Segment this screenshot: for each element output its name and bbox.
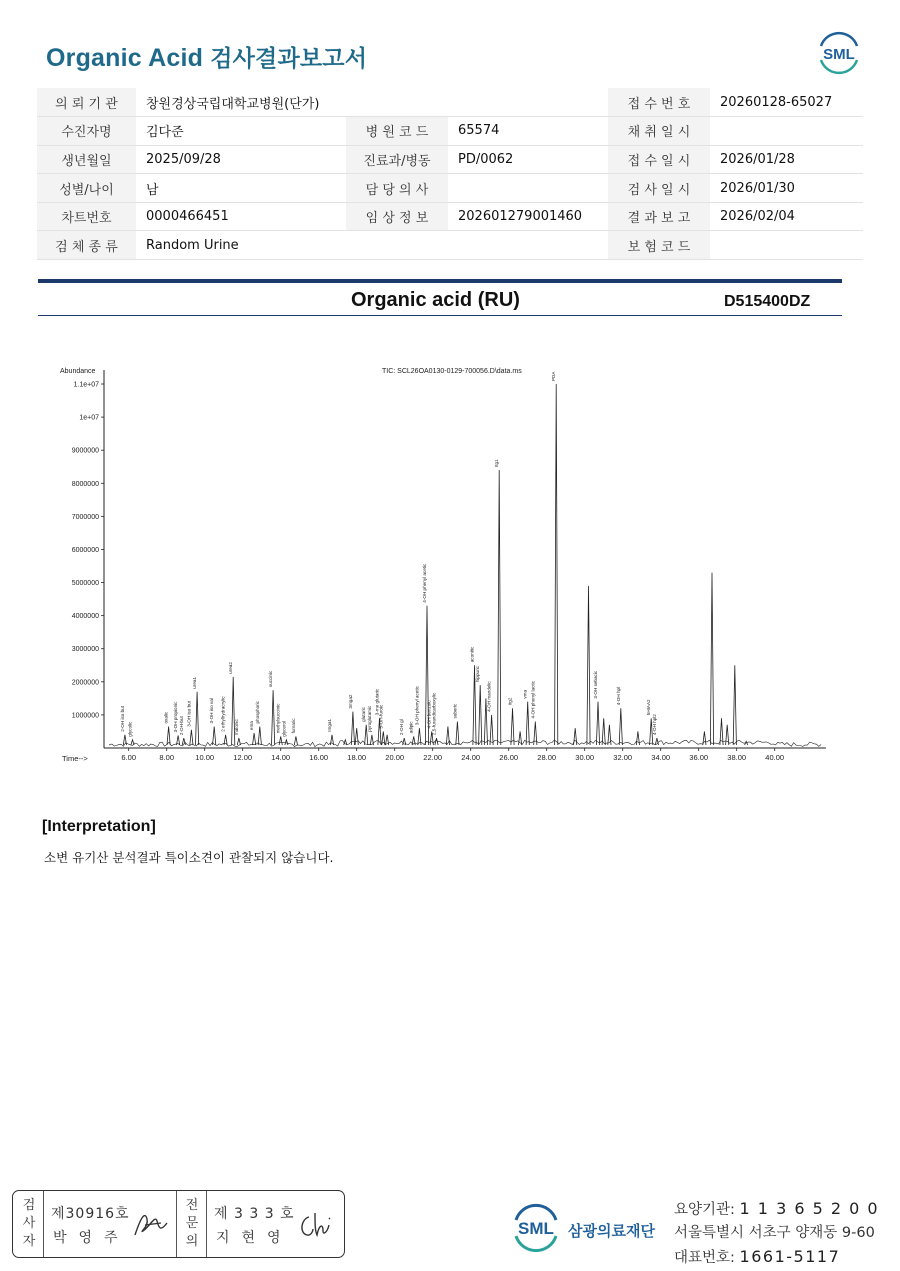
y-tick-label: 8000000: [71, 480, 99, 488]
info-value: 0000466451: [136, 202, 346, 231]
signature-divider: [206, 1191, 207, 1257]
info-value: 65574: [448, 117, 608, 146]
interpretation-text: 소변 유기산 분석결과 특이소견이 관찰되지 않습니다.: [44, 850, 334, 865]
peak-label: 5-OH-furoic: [378, 704, 384, 729]
peak-label: PDA: [551, 371, 557, 381]
info-label: 검 사 일 시: [608, 174, 710, 203]
peak: [511, 708, 514, 745]
peak: [344, 740, 347, 745]
peak-label: 4-OH hpl: [615, 686, 621, 706]
peak: [351, 712, 354, 745]
peak: [733, 665, 736, 745]
phone-line: [674, 1245, 879, 1270]
peak-label: Itg1: [494, 459, 500, 468]
peak: [534, 722, 537, 745]
patient-info-table: [37, 88, 863, 260]
info-value: 2026/01/28: [710, 145, 863, 174]
peak: [294, 736, 297, 745]
peak: [258, 726, 261, 745]
info-row: [37, 231, 863, 260]
info-label: 의 뢰 기 관: [37, 88, 136, 117]
peak-label: 2-OH-but: [178, 716, 184, 736]
footer-info: [674, 1197, 879, 1270]
peak: [435, 738, 438, 745]
info-label: 보 험 코 드: [608, 231, 710, 260]
peak-label: 2-OH iso but: [119, 705, 125, 732]
section-title: Organic acid (RU): [351, 289, 520, 311]
institution-label: 요양기관:: [674, 1202, 740, 1218]
x-tick-label: 38.00: [727, 753, 747, 762]
peak-label: 3-OH propionic: [173, 701, 179, 733]
peak-label: vma: [522, 689, 528, 699]
institution-line: [674, 1197, 879, 1222]
peak: [272, 690, 275, 745]
info-value: 남: [136, 174, 346, 203]
y-tick-label: 6000000: [71, 546, 99, 554]
info-label: [346, 231, 448, 260]
info-label: 성별/나이: [37, 174, 136, 203]
role-char: 문: [185, 1216, 199, 1231]
info-value: [448, 88, 608, 117]
role-char: 의: [185, 1234, 199, 1249]
info-label: 차트번호: [37, 202, 136, 231]
peak-label: 3-OH iso but: [186, 701, 192, 727]
peak: [190, 730, 193, 745]
examiner-signature: [131, 1205, 171, 1245]
x-tick-label: 8.00: [159, 753, 175, 762]
info-value: [710, 117, 863, 146]
x-axis-label: Time-->: [62, 754, 88, 763]
chromatogram-chart: [56, 360, 832, 780]
baseline-trace: [110, 740, 821, 747]
peak-label: urea2: [228, 662, 234, 674]
role-char: 전: [185, 1198, 199, 1213]
info-label: 진료과/병동: [346, 145, 448, 174]
info-value: Random Urine: [136, 231, 346, 260]
info-value: 김다준: [136, 117, 346, 146]
peak: [196, 692, 199, 745]
peak-label: glutaric: [361, 707, 367, 722]
specialist-signature: [295, 1205, 335, 1245]
peak-label: 3-OH sebacic: [593, 670, 598, 699]
role-char: 사: [22, 1216, 36, 1231]
x-tick-label: 24.00: [461, 753, 481, 762]
x-tick-label: 16.00: [309, 753, 329, 762]
chart-title: TIC: SCL26OA0130-0129-700056.D\data.ms: [382, 368, 522, 375]
sml-logo-top: [814, 28, 864, 78]
info-label: 병 원 코 드: [346, 117, 448, 146]
peak-label: aconitic: [469, 646, 475, 663]
y-tick-label: 4000000: [71, 613, 99, 621]
peak-label: 2 ethylhydracrylic: [220, 696, 226, 732]
peak: [602, 718, 605, 745]
x-tick-label: 22.00: [423, 753, 443, 762]
peak: [710, 573, 713, 745]
info-row: [37, 88, 863, 117]
y-tick-label: 3000000: [71, 646, 99, 654]
x-tick-label: 12.00: [233, 753, 253, 762]
peak: [498, 470, 501, 745]
peak-label: 4-OH mandelic: [486, 681, 492, 712]
peak: [213, 726, 216, 745]
peak-label: 2-OH gl: [399, 719, 405, 736]
x-tick-label: 30.00: [575, 753, 595, 762]
institution-number: 1 1 3 6 5 2 0 0: [739, 1199, 880, 1218]
peak-label: 4-OH benzoic: [426, 700, 432, 729]
peak: [131, 740, 134, 745]
peak-label: phosphoric: [254, 701, 260, 724]
x-tick-label: 26.00: [499, 753, 519, 762]
peak: [574, 728, 577, 745]
examiner-role: [17, 1197, 41, 1251]
x-tick-label: 10.00: [195, 753, 215, 762]
info-label: 채 취 일 시: [608, 117, 710, 146]
peak: [596, 702, 599, 745]
peak-label: pyroglutamic: [366, 705, 372, 732]
peak: [456, 722, 459, 745]
peak-label: Itg2: [507, 697, 513, 706]
info-label: 담 당 의 사: [346, 174, 448, 203]
specialist-role: [180, 1197, 204, 1251]
info-row: [37, 202, 863, 231]
peak: [237, 738, 240, 745]
sml-logo-bottom: [508, 1200, 564, 1256]
peak-label: adipic: [408, 721, 414, 734]
y-tick-label: 5000000: [71, 580, 99, 588]
role-char: 검: [22, 1198, 36, 1213]
peak: [253, 733, 256, 745]
peak-label: glycolic: [127, 721, 133, 737]
y-tick-label: 2000000: [71, 679, 99, 687]
x-tick-label: 18.00: [347, 753, 367, 762]
sml-logo-bottom-text: SML: [518, 1219, 554, 1238]
peak-label: hippuric: [475, 666, 481, 683]
peak-label: 4-OH phenyl acetic: [422, 563, 427, 603]
peak-label: succinic: [268, 670, 274, 688]
peak-label: ema: [249, 721, 255, 731]
peak: [479, 685, 482, 745]
info-value: [448, 231, 608, 260]
info-row: [37, 145, 863, 174]
peak-label: 3-me glutaric: [374, 688, 380, 716]
info-label: 검 체 종 류: [37, 231, 136, 260]
interpretation-heading: [Interpretation]: [42, 818, 156, 835]
peak: [636, 731, 639, 745]
peak: [587, 586, 590, 745]
signature-box: [12, 1190, 345, 1258]
report-title-en: Organic Acid: [46, 44, 211, 72]
examiner-name: 박영주: [53, 1230, 130, 1246]
phone-label: 대표번호:: [674, 1250, 740, 1266]
info-value: PD/0062: [448, 145, 608, 174]
foundation-name: 삼광의료재단: [568, 1222, 655, 1240]
peak: [490, 715, 493, 745]
y-tick-label: 7000000: [71, 513, 99, 521]
peak: [382, 731, 385, 745]
report-title: [46, 40, 367, 73]
info-label: 수진자명: [37, 117, 136, 146]
y-tick-label: 9000000: [71, 447, 99, 455]
y-tick-label: 1e+07: [79, 414, 99, 422]
info-label: 접 수 일 시: [608, 145, 710, 174]
y-tick-label: 1000000: [71, 712, 99, 720]
x-tick-label: 36.00: [689, 753, 709, 762]
info-row: [37, 174, 863, 203]
x-tick-label: 6.00: [121, 753, 137, 762]
specialist-license: 제 3 3 3 호: [214, 1206, 295, 1222]
peak: [526, 702, 529, 745]
peak: [703, 731, 706, 745]
address-line: 서울특별시 서초구 양재동 9-60: [674, 1225, 875, 1241]
peak: [619, 708, 622, 745]
info-value: 창원경상국립대학교병원(단가): [136, 88, 346, 117]
info-value: 20260128-65027: [710, 88, 863, 117]
info-label: [346, 88, 448, 117]
info-label: 접 수 번 호: [608, 88, 710, 117]
peak-label: Imga1: [327, 718, 332, 732]
specialist-name: 지현영: [216, 1230, 293, 1246]
x-tick-label: 14.00: [271, 753, 291, 762]
info-value: 2026/01/30: [710, 174, 863, 203]
peak-label: 4-OH phenyl lactic: [530, 680, 536, 719]
peak: [355, 728, 358, 745]
x-tick-label: 20.00: [385, 753, 405, 762]
info-value: [448, 174, 608, 203]
section-band-top-rule: [38, 279, 842, 283]
peak: [726, 725, 729, 745]
info-value: 2026/02/04: [710, 202, 863, 231]
info-value: 2025/09/28: [136, 145, 346, 174]
section-code: D515400DZ: [724, 293, 811, 310]
info-value: 202601279001460: [448, 202, 608, 231]
peak-label: methylsuccinic: [275, 703, 281, 734]
x-tick-label: 32.00: [613, 753, 633, 762]
x-tick-label: 34.00: [651, 753, 671, 762]
info-value: [710, 231, 863, 260]
role-char: 자: [22, 1234, 36, 1249]
x-tick-label: 40.00: [765, 753, 785, 762]
info-row: [37, 117, 863, 146]
signature-divider: [43, 1191, 44, 1257]
info-label: 생년월일: [37, 145, 136, 174]
examiner-license: 제30916호: [51, 1206, 130, 1222]
sml-logo-top-text: SML: [823, 46, 855, 63]
signature-divider: [176, 1191, 177, 1257]
peak-label: 5HIAA2: [646, 699, 652, 716]
peak-label: glycerol: [281, 720, 287, 737]
peak: [285, 740, 288, 745]
peak-label: 3-OH phenyl acetic: [414, 686, 420, 726]
peak-label: malonic: [233, 719, 239, 736]
report-title-kr: 검사결과보고서: [210, 46, 368, 72]
info-label: 결 과 보 고: [608, 202, 710, 231]
x-tick-label: 28.00: [537, 753, 557, 762]
peak: [555, 384, 558, 745]
y-tick-label: 1.1e+07: [73, 381, 99, 389]
peak-label: 4-OH hpl2: [651, 714, 657, 736]
info-label: 임 상 정 보: [346, 202, 448, 231]
peak-label: urea1: [192, 676, 198, 689]
peak-label: suberic: [452, 703, 458, 719]
peak-label: fumaric: [290, 718, 296, 734]
peak-label: 3mga2: [347, 694, 353, 709]
peak-label: oxalic: [163, 711, 169, 724]
y-axis-label: Abundance: [60, 368, 96, 375]
peak: [446, 726, 449, 745]
section-band-bottom-rule: [38, 315, 842, 316]
peak: [370, 735, 373, 745]
phone-number: 1661-5117: [739, 1247, 841, 1266]
peak-label: 3-OH iso val: [209, 698, 215, 724]
peak-label: 2,5-furandicarboxylic: [431, 692, 437, 736]
